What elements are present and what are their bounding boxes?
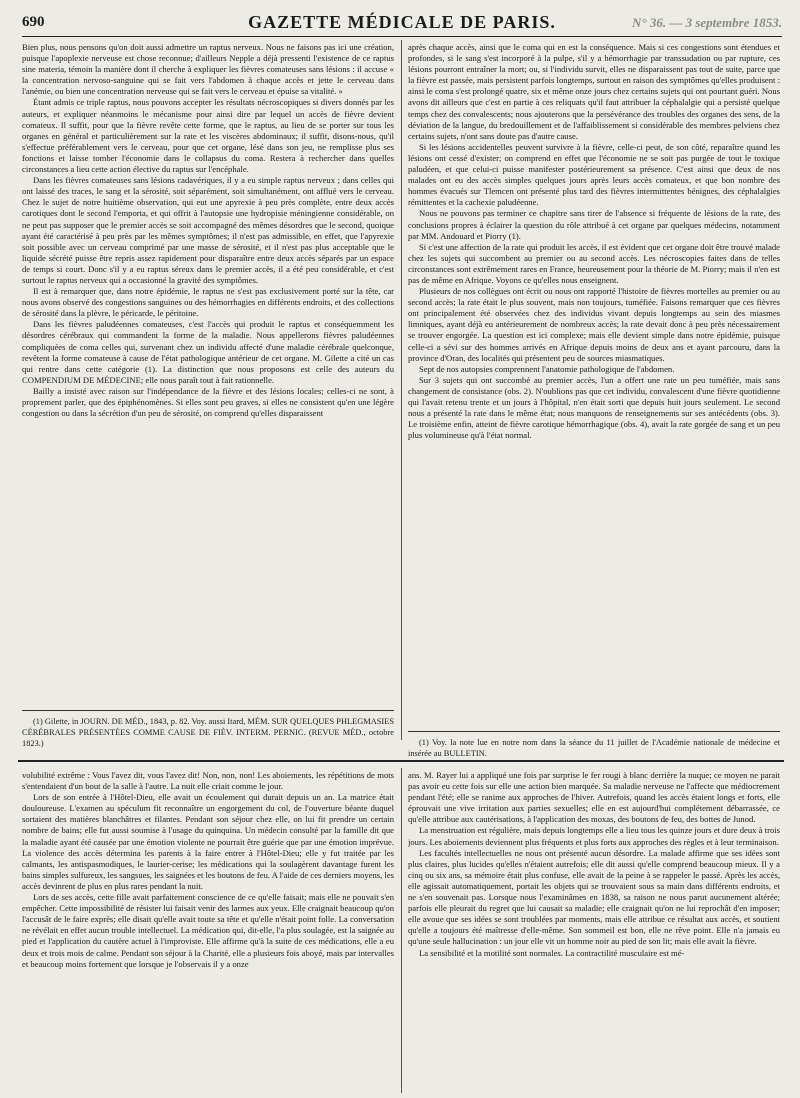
paragraph: Les facultés intellectuelles ne nous ont présenté aucun désordre. La malade affirme que ses idées sont plus claires, plus lucides qu'elles n'étaient autrefois; elle dit aussi qu'elle comprend beaucoup mieux. Il y a cinq ou six ans, sa mémoire était plus confuse, elle avait de la peine à se rappeler le passé. Après les accès, elle agissait automatiquement, portait les objets qui se trouvaient sous sa main dans différents endroits, et ne s'en souvenait pas. Lorsque nous l'examinâmes en 1838, sa raison ne nous parut aucunement altérée; parfois elle pleurait du regret que lui causait sa maladie; elle craignait qu'on ne lui reprochât d'en imposer; elle avoue que ses idées se sont troublées par moments, mais elle attribue ce résultat aux accès, et soutient qu'elle a toujours été maîtresse d'elle-même. Son sommeil est bon, elle ne rêve point. Elle n'a jamais eu qu'une seule hallucination : un jour elle vit un homme noir au pied de son lit; mais elle avait la fièvre. [408,847,780,947]
paragraph: volubilité extrême : Vous l'avez dit, vous l'avez dit! Non, non, non! Les aboiements, les répétitions de mots s'entendaient d'un bout de la salle à l'autre. La nuit elle criait comme le jour. [22,770,394,792]
top-right-column [408,42,780,702]
footnote-text: (1) Gilette, in JOURN. DE MÉD., 1843, p. 82. Voy. aussi Itard, MÉM. SUR QUELQUES PHLEGMASIES CÉRÉBRALES PRÉSENTÉES COMME CAUSE DE FIÈV. INTERM. PERNIC. (REVUE MÉD., octobre 1823.) [22,717,394,748]
column-divider [401,40,402,740]
paragraph: Lors de son entrée à l'Hôtel-Dieu, elle avait un écoulement qui durait depuis un an. La matrice était douloureuse. L'examen au spéculum fit reconnaître un engorgement du col, de l'ouverture béante duquel sortaient des matières blanchâtres et filantes. Pendant son séjour chez elle, on lui fit prendre un certain nombre de bains; elle fut aussi soumise à l'usage du quinquina. Un médecin consulté par la famille dit que la maladie ayant été causée par une émotion violente ne pourrait être guérie que par une émotion imprévue. La violence des accès détermina les parents à la faire entrer à l'Hôtel-Dieu; elle y fut traitée par les calmants, les antispasmodiques, le laurier-cerise; les médications qui la soulagèrent davantage furent les bains simples sulfureux, les sangsues, les saignées et les boutons de feu. A l'aide de ces derniers moyens, les accès devinrent de plus en plus rares pendant la nuit. [22,792,394,891]
paragraph: Étant admis ce triple raptus, nous pouvons accepter les résultats nécroscopiques si divers donnés par les auteurs, et expliquer néanmoins le mécanisme pour ainsi dire par lequel un accès de fièvre devient comateux. Il suffit, pour que la fièvre revête cette forme, que le raptus, au lieu de se porter sur tous les organes en général et particulièrement sur la rate et les viscères abdominaux; il suffit, disons-nous, qu'il s'effectue préférablement vers le cerveau, pour que cet organe, lésé dans son jeu, ne remplisse plus ses fonctions et laisse tomber l'économie dans le collapsus du coma. Restera à rechercher dans quelles circonstances a lieu cette action élective du raptus sur l'encéphale. [22,97,394,175]
paragraph: Bien plus, nous pensons qu'on doit aussi admettre un raptus nerveux. Nous ne faisons pas ici une création, puisque l'apoplexie nerveuse est chose reconnue; d'ailleurs Nepple a déjà pressenti l'existence de ce raptus sine materia, témoin la manière dont il cherche à expliquer les fièvres comateuses sans lésions : il accuse « la concentration nervoso-sanguine qui se fait vers l'abdomen à chaque accès et jette le cerveau dans l'anémie, ou bien une concentration nerveuse qui se fait vers le cerveau et épuise sa vitalité. » [22,42,394,97]
footnote-rule [408,731,780,732]
paragraph: Sept de nos autopsies comprennent l'anatomie pathologique de l'abdomen. [419,363,675,374]
paragraph: Sur 3 sujets qui ont succombé au premier accès, l'un a offert une rate un peu tuméfiée, mais sans changement de consistance (obs. 2). N'oublions pas que cet individu, convalescent d'une fièvre quotidienne qui l'avait retenu trente et un jours à l'hôpital, n'en était sorti que depuis huit jours seulement. Le second nous a présenté la rate dans le même état; nous manquons de renseignements sur ses antécédents (obs. 3). Le troisième enfin, atteint de fièvre carotique hémorrhagique (obs. 4), avait la rate gorgée de sang et un peu plus volumineuse qu'à l'état normal. [408,374,780,441]
paragraph: Lors de ses accès, cette fille avait parfaitement conscience de ce qu'elle faisait; mais elle ne pouvait s'en empêcher. Cette impossibilité de résister lui faisait venir des larmes aux yeux. Elle craignait beaucoup qu'on l'accusât de le faire exprès; elle disait qu'elle avait toute sa tête et qu'elle n'était point folle. La conversation ne révélait en effet aucun trouble intellectuel. La médication qui, dit-elle, l'a plus soulagée, est la saignée au pied et l'application du cautère actuel à l'improviste. Elle affirme qu'à la suite de ces médications, elle a eu deux et trois mois de calme. Pendant son séjour à la Charité, elle a plusieurs fois aboyé, mais par intervalles et beaucoup moins fortement que lorsque je l'observais il y a onze [22,892,394,969]
paragraph: Si les lésions accidentelles peuvent survivre à la fièvre, celle-ci peut, de son côté, reparaître quand les lésions ont cessé d'exister; on comprend en effet que l'économie ne se soit pas purgée de tout le toxique paludéen, et que celui-ci puisse manifester postérieurement sa présence. C'est ainsi que deux de nos malades ont eu des accès simples quelques jours après leurs accès comateux, et que bon nombre des hommes évacués sur Tlemcen ont présenté plus tard des fièvres intermittentes bénignes, des céphalalgies rémittentes et la cachexie paludéenne. [408,141,780,208]
bottom-left-column [22,770,394,1090]
paragraph: Nous ne pouvons pas terminer ce chapitre sans tirer de l'absence si fréquente de lésions de la rate, des conclusions propres à éclairer la question du rôle attribué à cet organe par quelques médecins, notamment par MM. Andouard et Piorry (1). [408,208,780,241]
paragraph: Dans les fièvres comateuses sans lésions cadavériques, il y a eu simple raptus nerveux ; dans celles qui ont laissé des traces, le sang et la sérosité, soit séparément, soit simultanément, ont afflué vers le cerveau. Chez le sujet de notre huitième observation, qui eut une apyrexie à peu près complète, entre deux accès carotiques dont le second l'emporta, et qui offrit à l'autopsie une hydropisie méningienne considérable, on ne peut pas supposer que le premier accès se soit accompagné des mêmes désordres que le second, quoique ayant été caractérisé à peu près par les mêmes symptômes; il n'est pas admissible, en effet, que l'apyrexie soit possible avec un cerveau comprimé par une masse de sérosité, et il n'est pas plus acceptable que le liquide sécrété puisse être repris assez rapidement pour disparaître entre deux accès séparés par un espace de temps si court. Donc s'il y a eu raptus séreux dans le premier accès, il a été peu considérable, et c'est surtout le raptus nerveux qui a occasionné la gravité des symptômes. [22,175,394,285]
footnote-text: (1) Voy. la note lue en notre nom dans la séance du 11 juillet de l'Académie nationale de médecine et insérée au BULLETIN. [408,738,780,758]
page-title: GAZETTE MÉDICALE DE PARIS. [248,12,556,32]
page-number: 690 [22,14,45,30]
footnote-right [408,737,780,759]
paragraph: Il est à remarquer que, dans notre épidémie, le raptus ne s'est pas exclusivement porté sur la tête, car nous avons observé des congestions sanguines ou des hémorrhagies en différents endroits, et des collections de sérosité dans la plèvre, le péricarde, le péritoine. [22,286,394,319]
paragraph: Dans les fièvres paludéennes comateuses, c'est l'accès qui produit le raptus et conséquemment les désordres cérébraux qui commandent la forme de la maladie. Nous appellerons fièvres paludéennes compliquées de coma celles qui, survenant chez un individu affecté d'une maladie cérébrale quelconque, revêtent la forme comateuse à cause de l'état pathologique antérieur de cet organe. M. Gilette a cité un cas qui rentre dans cette catégorie (1). La distinction que nous proposons est celle des auteurs du COMPENDIUM DE MÉDECINE; elle nous paraît tout à fait rationnelle. [22,319,394,385]
footnote-rule [22,710,394,711]
paragraph: Plusieurs de nos collègues ont écrit ou nous ont rapporté l'histoire de fièvres mortelles au premier ou au second accès; la rate était le plus souvent, mais non toujours, tuméfiée. Faisons remarquer que ces fièvres ont principalement été observées chez des individus vivant depuis longtemps au sein des miasmes limniques, ayant déjà eu antérieurement de nombreux accès; la rate devait donc à peu près nécessairement se trouver engorgée. La question est ici complexe; mais elle devient simple dans notre épidémie, puisque celle-ci a sévi sur des hommes arrivés en Afrique depuis moins de deux ans et ayant parcouru, dans la province d'Oran, des localités qui présentent peu de sources miasmatiques. [408,286,780,363]
footnote-left [22,716,394,749]
paragraph: La menstruation est régulière, mais depuis longtemps elle a lieu tous les quinze jours et dure deux à trois jours. Les aboiements deviennent plus fréquents et plus forts aux approches des règles et à leur terminaison. [408,825,780,847]
paragraph: après chaque accès, ainsi que le coma qui en est la conséquence. Mais si ces congestions sont étendues et profondes, si le sang s'est incorporé à la pulpe, s'il y a hémorrhagie par transsudation ou par rupture, ces lésions pourront entraîner la mort; ou, si l'individu survit, elles ne disparaissent pas tout de suite, parce que la fièvre est passée, mais persistent parfois longtemps, surtout en raison des symptômes qu'elles produisent : ainsi le coma s'est prolongé quatre, six et même onze jours chez certains sujets qui ont pourtant guéri. Nous avons dit ailleurs que c'est en partie à ces reliquats qu'il faut attribuer la céphalalgie qui a persisté quelque temps chez des convalescents; nous ajouterons que la persévérance des troubles des organes des sens, de la déviation de la langue, du bredouillement et de l'affaiblissement si considérable des membres pelviens chez certains sujets, n'ont sans doute pas d'autre cause. [408,42,780,141]
paragraph: La sensibilité et la motilité sont normales. La contractilité musculaire est mé- [419,947,685,958]
bottom-right-column [408,770,780,1090]
bleed-through-text: N° 36. — 3 septembre 1853. [632,15,782,30]
top-left-column [22,42,394,702]
paragraph: Si c'est une affection de la rate qui produit les accès, il est évident que cet organe doit être trouvé malade chez les sujets qui succombent au premier ou au second accès. Les nécroscopies faites dans de telles circonstances sont extrêmement rares en France, heureusement pour la théorie de M. Piorry; mais il n'en est pas de même en Afrique. Voyons ce qu'elles nous enseignent. [408,241,780,285]
page-header [22,12,782,37]
column-divider [401,768,402,1093]
paragraph: Bailly a insisté avec raison sur l'indépendance de la fièvre et des lésions locales; celles-ci ne sont, à proprement parler, que des épiphénomènes. Si elles sont peu graves, si elles ne consistent qu'en une légère congestion ou dans la sécrétion d'un peu de sérosité, on comprend qu'elles disparaissent [22,385,394,419]
paragraph: ans. M. Rayer lui a appliqué une fois par surprise le fer rougi à blanc derrière la nuque; ce moyen ne parait pas avoir eu cette fois sur elle une action bien marquée. Sa maladie nerveuse ne l'affecte que médiocrement pendant l'été; elle se ranime aux approches de l'hiver. Autrefois, quand les accès étaient longs et forts, elle éprouvait une vive irritation aux parties sexuelles; elle en est aujourd'hui complétement débarrassée, ce qu'elle attribue aux cautérisations, à l'application des moxas, des boutons de feu, des bottes de Junod. [408,770,780,825]
section-divider [18,760,784,762]
